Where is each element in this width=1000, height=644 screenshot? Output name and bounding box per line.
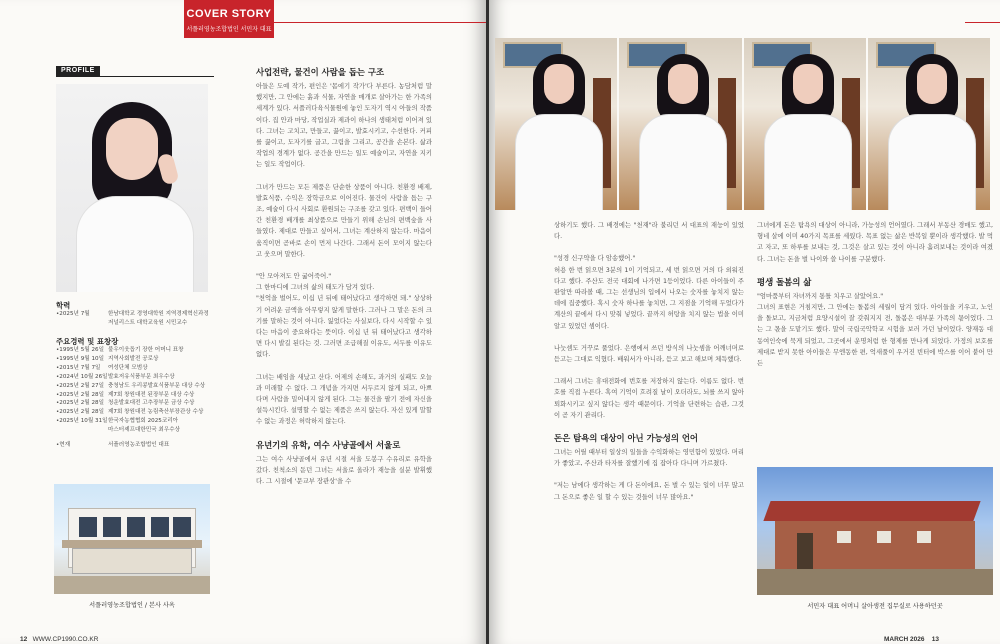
paragraph: 나눗셈도 거꾸로 풀었다. 은행에서 쓰던 방식의 나눗셈을 어깨너머로 듣고는 그대로 익혔다. 배워서가 아니라, 듣고 보고 해보며 체득했다. xyxy=(554,344,744,364)
career-row xyxy=(56,355,205,364)
paragraph-quote: "안 모아져도 안 굶어죽어." xyxy=(256,273,332,281)
paragraph: 그는 여수 사냥골에서 유년 시절 서울 도봉구 수유리로 유학을 갔다. 친척소의 돋던 그녀는 서울로 올라가 재능을 실분 발휘했다. 그 시절에 '문교부 장관상'을 수 xyxy=(256,455,432,486)
paragraph: 그녀가 만드는 모든 제품은 단순한 상품이 아니다. 친환경 배제, 발효식품, 수익은 장학금으로 이어진다. 물건이 사람을 돕는 구조, 예술이 다시 사회로 환원되는 구조를 갖고 있다. 편백이 들어간 친환경 배개를 최상품으로 만들기 위해 손님의 편백숲을 사 들였다. 제대로 만들고 싶어서, 그녀는 계산하지 않는다. 마음이 움직이면 곧바로 손이 먼저 나간다. 그래서 돈이 모이지 않는다고 웃으며 말한다. xyxy=(256,183,432,258)
left-folio xyxy=(20,636,98,643)
education-row xyxy=(56,319,209,328)
paragraph-quote: "성경 신구약을 다 암송했어." xyxy=(554,255,636,263)
career-list xyxy=(56,346,205,450)
paragraph: 그녀의 표현은 거침지만, 그 안에는 돌봄의 세월이 담겨 있다. 아이들을 키우고, 노인을 돌보고, 지금처럼 요양시설이 잘 갖춰지지 전, 돌봄은 대부분 가족의 몫이었다. 그는 그 몫을 도맡기도 했다. 말이 국립국악학교 시험을 보러 가던 날이었다. 양재동 대동여인숙에 묵게 되었고, 그곳에서 운명처럼 한 형제를 만나게 되었다. 가정의 보호를 제대로 받지 못한 아이들은 무엔동한 편, 억새풀이 우거진 빈터에 박스를 이어 붙어 만든 xyxy=(757,304,993,368)
career-text: 불우이웃돕기 장한 어머니 표창 xyxy=(108,347,184,353)
left-page xyxy=(0,0,487,644)
paragraph-quote: "엄마품부터 자녀까지 통틀 치우고 살았어요." xyxy=(757,292,884,300)
career-date: •1995년 9월 10일 xyxy=(56,355,104,362)
photo-face xyxy=(668,64,698,104)
career-date: •2025년 10월 31일 xyxy=(56,418,108,425)
education-text: 한남대학교 경영대학원 지역경제혁신과정 xyxy=(108,311,209,317)
interview-photo xyxy=(619,38,741,210)
section-heading-vision: 사업전략, 물건이 사람을 돕는 구조 xyxy=(256,67,385,77)
paragraph: 그녀는 배임을 새났고 산다. 어제의 손해도, 과거의 실패도 오늘과 미래할 수 없다. 그 개념을 가지면 서두르지 않게 되고, 아쁘다며 사람을 밀어내지 않게 된다. 그는 물건을 팔기 전에 자신을 설득시킨다. 설명할 수 없는 제품은 쓰지 않는다. 자신 있게 말할 수 없는 과정은 허락하지 않는다. xyxy=(256,373,432,426)
cover-story-banner xyxy=(184,0,274,38)
career-row xyxy=(56,426,205,435)
education-list xyxy=(56,310,209,328)
career-text: 제7회 창원대전 된장부문 대상 수상 xyxy=(108,391,195,398)
photo-face xyxy=(793,64,823,104)
interview-photo xyxy=(495,38,617,210)
career-row xyxy=(56,373,205,382)
career-text: 발효저유식품부문 최우수상 xyxy=(108,373,175,380)
building-ground xyxy=(54,576,210,594)
education-date xyxy=(56,319,108,328)
right-page-number: 13 xyxy=(931,636,939,643)
career-date: •2025년 2월 28일 xyxy=(56,400,104,407)
interview-photo-strip xyxy=(495,38,990,210)
building-lower-floor xyxy=(72,548,192,574)
article-column-3 xyxy=(757,220,993,380)
career-row xyxy=(56,399,205,408)
photo-face xyxy=(544,64,574,104)
article-column-1 xyxy=(256,66,432,498)
paragraph: "천억을 벌어도, 이십 년 뒤에 태어났다고 생각하면 돼." 상상하기 어려운 금액을 아무렇지 않게 말한다. 그러나 그 말은 돈의 크기를 말하는 것이 아니다. 잃었다는 사실보다, 다시 시작할 수 있다는 마음이 중요하다는 뜻이다. 이십 년 뒤 태어났다고 생각하면 다시 발길 된다는 것. 그러면 조급해질 이유도, 서두를 이유도 없다. xyxy=(256,295,432,359)
career-text: 청운발효대전 고추장부문 금상 수상 xyxy=(108,400,195,407)
career-row xyxy=(56,382,205,391)
career-text: 제7회 창원대전 농림축산부장관상 수상 xyxy=(108,409,204,416)
interview-photo xyxy=(868,38,990,210)
building-window xyxy=(103,517,121,537)
building-window xyxy=(79,517,97,537)
career-row xyxy=(56,408,205,417)
house-window xyxy=(917,531,931,543)
career-date xyxy=(56,426,108,435)
career-date: •2015년 7월 7일 xyxy=(56,364,101,371)
section-heading-youth: 유년기의 유학, 여수 사냥골에서 서울로 xyxy=(256,439,401,450)
career-row xyxy=(56,364,205,373)
education-date: •2025년 7월 xyxy=(56,311,90,317)
office-photo-caption: 서플러영농조합법인 / 본사 사옥 xyxy=(89,602,175,609)
right-folio xyxy=(884,636,939,643)
header-rule xyxy=(274,22,487,23)
paragraph: 그 한마디에 그녀의 삶의 태도가 담겨 있다. xyxy=(256,284,375,292)
paragraph: 그래서 그녀는 휴대전화에 번호를 저장하지 않는다. 이름도 없다. 번호를 직접 누른다. 혹여 기억이 흐려질 날이 오더라도, 뇌를 쓰지 않아 퇴화시키고 싶지 않다는 생각 때문이다. 기억을 단련하는 습관, 그것이 곧 자기 관리다. xyxy=(554,378,744,419)
house-door xyxy=(797,533,813,569)
career-text: 마스터셰프대한민국 최우수상 xyxy=(108,427,181,434)
career-text: 한국자농협협회 2025코리아 xyxy=(108,418,179,425)
paragraph: 아들은 도예 작가, 편인은 '몸에기 작가'다 부른다. 농담처럼 말했지만, 그 안에는 흙과 식물, 자연을 매개로 살아가는 한 가족의 세계가 있다. 서플러다육식물원에 놓인 도자기 역시 아들의 작품이다. 집 안과 마당, 작업실과 제과이 하나의 생태처럼 이어져 있다. 그녀는 고치고, 만들고, 끓이고, 발효시키고, 수선한다. 커피를 끓이고, 도자기를 굽고, 그림을 그리고, 공간을 손본다. 삶과 작업의 경계가 없다. 공간을 만드는 일도 예술이고, 자연을 지키는 일도 작업이다. xyxy=(256,83,432,169)
career-row xyxy=(56,346,205,355)
house-window xyxy=(837,531,851,543)
house-yard xyxy=(757,569,993,595)
paragraph: 그녀는 어릴 때부터 일상의 일들을 수익화하는 영민함이 있었다. 머리가 좋았고, 주산과 타자를 잘했기에 집 잡아다 다니며 가르쳤다. xyxy=(554,449,744,468)
career-date: •2025년 2월 27일 xyxy=(56,382,104,389)
education-row xyxy=(56,310,209,319)
house-photo xyxy=(757,467,993,595)
education-title: 학력 xyxy=(56,301,71,310)
paragraph: 그녀에게 돈은 탐욕의 대상이 아니라, 가능성의 언어였다. 그래서 부동산 경매도 했고, 형네 살에 이미 40가지 목표를 세웠다. 목표 없는 삶은 반복일 뿐이라 생각했다. 발 먹고 자고, 또 하루를 보내는 것, 그것은 살고 있는 것이 아니라 흘려보내는 것이라 여겼다. 그녀는 돈을 벌 나이와 쓸 나이를 구분했다. xyxy=(757,222,993,263)
issue-month: MARCH 2026 xyxy=(884,636,925,643)
career-row xyxy=(56,417,205,426)
career-row xyxy=(56,391,205,400)
career-date: •2025년 2월 28일 xyxy=(56,391,104,398)
interview-photo xyxy=(744,38,866,210)
career-date: •1995년 5월 26일 xyxy=(56,347,104,353)
article-column-2 xyxy=(554,220,744,514)
cover-story-label: COVER STORY xyxy=(186,8,272,20)
career-text: 충청남도 우리콩발효식품부문 대상 수상 xyxy=(108,382,206,389)
photo-body xyxy=(764,114,852,210)
building-window xyxy=(151,517,169,537)
education-text: 저널리스트 대학교육원 시민교수 xyxy=(108,319,188,326)
website-url: WWW.CP1990.CO.KR xyxy=(32,636,99,643)
photo-body xyxy=(639,114,727,210)
paragraph: 상하기도 했다. 그 배경에는 "천재"라 불리던 서 대표의 재능이 있었다. xyxy=(554,222,744,241)
career-text: 지역사회발전 공로상 xyxy=(108,355,159,362)
building-canopy xyxy=(62,540,202,548)
career-text: 여성단체 모범상 xyxy=(108,364,148,371)
career-date: •2024년 10월 26일 xyxy=(56,373,108,380)
profile-tag: PROFILE xyxy=(56,66,100,77)
current-row xyxy=(56,441,205,450)
current-label: •현재 xyxy=(56,442,71,449)
left-page-number: 12 xyxy=(20,636,28,643)
profile-rule xyxy=(56,76,214,77)
section-heading-money: 돈은 탐욕의 대상이 아닌 가능성의 언어 xyxy=(554,433,699,444)
building-window xyxy=(173,517,191,537)
house-roof xyxy=(763,501,980,521)
house-window xyxy=(877,531,891,543)
photo-body xyxy=(888,114,976,210)
building-window xyxy=(127,517,145,537)
paragraph: 허용 한 번 읽으면 3분의 1이 기억되고, 세 번 읽으면 거의 다 외워진다고 했다. 주산도 전국 대회에 나가면 1등이었다. 다른 아이들이 주판알만 따라볼 때, 그는 선생님의 입에서 나오는 숫자를 놓치지 않는 데에 집중했다. 혹시 숫자 하나를 놓치면, 그 지점을 기억해 두었다가 계산의 끝에서 다시 맞춰 넣었다. 끝까지 허탕을 치지 않는 법을 이미 알고 있었던 셈이다. xyxy=(554,266,744,330)
cover-story-subtitle: 서플러영농조합법인 서민자 대표 xyxy=(186,26,272,33)
paragraph-quote: "저는 남에다 생각하는 게 다 돈이에요, 돈 벌 수 있는 일이 너무 많고 그 돈으로 좋은 일 할 수 있는 것들이 너무 많아요." xyxy=(554,482,744,501)
section-heading-care: 평생 돌봄의 삶 xyxy=(757,276,812,287)
house-photo-caption: 서민자 대표 어머니 살아생전 집무실로 사용하던곳 xyxy=(807,603,943,610)
header-rule xyxy=(965,22,1000,23)
portrait-face xyxy=(106,118,158,180)
office-building-photo xyxy=(54,484,210,594)
current-text: 서플러영농조합법인 대표 xyxy=(108,442,170,449)
portrait-body xyxy=(76,196,194,292)
photo-face xyxy=(917,64,947,104)
portrait-photo xyxy=(56,84,208,292)
career-title: 주요경력 및 표창장 xyxy=(56,337,119,346)
photo-body xyxy=(515,114,603,210)
career-date: •2025년 2월 28일 xyxy=(56,409,104,416)
